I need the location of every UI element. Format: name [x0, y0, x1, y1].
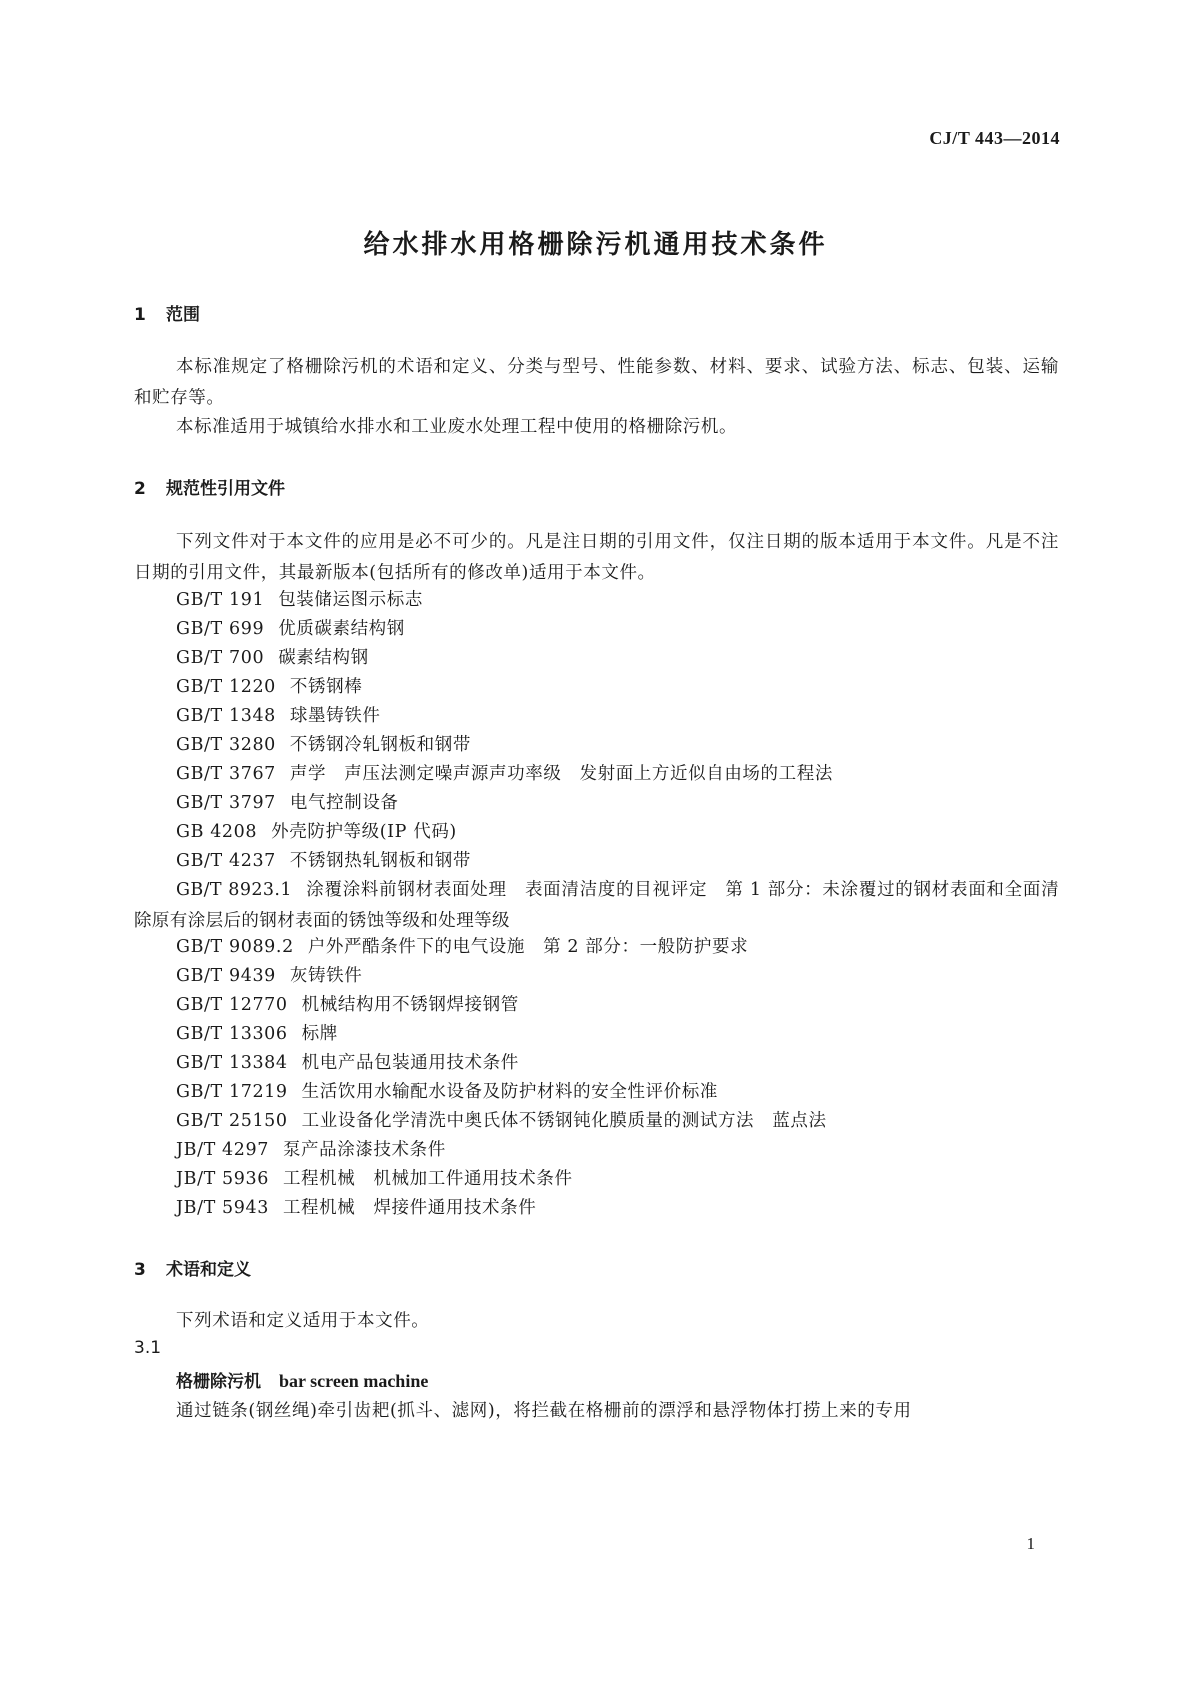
section-number: 3	[134, 1260, 146, 1280]
section-number: 1	[134, 305, 146, 325]
term-definition: 通过链条(钢丝绳)牵引齿耙(抓斗、滤网)，将拦截在格栅前的漂浮和悬浮物体打捞上来的专用	[176, 1401, 912, 1421]
reference-title: 不锈钢棒	[289, 677, 363, 697]
reference-item	[176, 672, 1059, 703]
reference-title: 外壳防护等级(IP 代码)	[271, 822, 457, 842]
reference-code: GB/T 3797	[176, 793, 276, 813]
reference-item	[176, 1193, 1059, 1224]
reference-code: GB/T 13384	[176, 1053, 288, 1073]
section-2-heading	[134, 474, 285, 499]
terms-intro: 下列术语和定义适用于本文件。	[176, 1311, 430, 1331]
section-title: 范围	[166, 305, 200, 325]
reference-item	[176, 817, 1059, 848]
reference-item	[176, 990, 1059, 1021]
reference-title: 优质碳素结构钢	[278, 619, 405, 639]
reference-title: 涂覆涂料前钢材表面处理 表面清洁度的目视评定 第 1 部分：未涂覆过的钢材表面和全面清除原有涂层后的钢材表面的锈蚀等级和处理等级	[134, 880, 1059, 931]
reference-item	[176, 1048, 1059, 1079]
reference-title: 泵产品涂漆技术条件	[282, 1140, 446, 1160]
reference-item	[176, 1019, 1059, 1050]
clause-number: 3.1	[134, 1338, 162, 1358]
reference-title: 灰铸铁件	[289, 966, 363, 986]
term-chinese: 格栅除污机	[176, 1372, 261, 1392]
reference-item	[176, 643, 1059, 674]
reference-code: GB/T 191	[176, 590, 265, 610]
reference-item	[176, 788, 1059, 819]
section-number: 2	[134, 479, 146, 499]
reference-title: 声学 声压法测定噪声源声功率级 发射面上方近似自由场的工程法	[289, 764, 833, 784]
reference-code: GB/T 3767	[176, 764, 276, 784]
reference-code: GB/T 1220	[176, 677, 276, 697]
reference-code: GB/T 699	[176, 619, 265, 639]
reference-title: 标牌	[301, 1024, 338, 1044]
reference-title: 包装储运图示标志	[278, 590, 423, 610]
reference-code: GB/T 17219	[176, 1082, 288, 1102]
standard-code: CJ/T 443—2014	[929, 128, 1060, 148]
reference-title: 生活饮用水输配水设备及防护材料的安全性评价标准	[301, 1082, 718, 1102]
reference-code: GB/T 9089.2	[176, 937, 294, 957]
reference-item	[176, 759, 1059, 790]
section-1-heading	[134, 300, 200, 325]
reference-code: GB/T 12770	[176, 995, 288, 1015]
term-english: bar screen machine	[279, 1371, 429, 1391]
section-title: 规范性引用文件	[166, 479, 285, 499]
reference-code: GB/T 9439	[176, 966, 276, 986]
reference-item	[176, 585, 1059, 616]
reference-item	[176, 1106, 1059, 1137]
reference-item	[176, 961, 1059, 992]
reference-title: 不锈钢热轧钢板和钢带	[289, 851, 471, 871]
reference-code: GB/T 13306	[176, 1024, 288, 1044]
document-title: 给水排水用格栅除污机通用技术条件	[363, 230, 828, 260]
section-title: 术语和定义	[166, 1260, 251, 1280]
reference-code: GB/T 4237	[176, 851, 276, 871]
reference-code: GB/T 3280	[176, 735, 276, 755]
reference-item	[176, 846, 1059, 877]
reference-item	[176, 701, 1059, 732]
reference-code: JB/T 5936	[176, 1169, 269, 1189]
reference-code: GB/T 1348	[176, 706, 276, 726]
reference-code: GB/T 25150	[176, 1111, 288, 1131]
reference-item	[176, 932, 1059, 963]
reference-code: GB/T 8923.1	[176, 880, 292, 900]
reference-title: 球墨铸铁件	[289, 706, 381, 726]
reference-item	[176, 1077, 1059, 1108]
reference-title: 机电产品包装通用技术条件	[301, 1053, 519, 1073]
reference-code: GB 4208	[176, 822, 258, 842]
section-3-heading	[134, 1255, 251, 1280]
reference-item	[176, 1135, 1059, 1166]
scope-paragraph-1: 本标准规定了格栅除污机的术语和定义、分类与型号、性能参数、材料、要求、试验方法、标志、包装、运输和贮存等。	[134, 357, 1059, 408]
reference-title: 工程机械 焊接件通用技术条件	[282, 1198, 537, 1218]
reference-title: 工业设备化学清洗中奥氏体不锈钢钝化膜质量的测试方法 蓝点法	[301, 1111, 827, 1131]
references-intro: 下列文件对于本文件的应用是必不可少的。凡是注日期的引用文件，仅注日期的版本适用于本文件。凡是不注日期的引用文件，其最新版本(包括所有的修改单)适用于本文件。	[134, 532, 1059, 583]
term-entry	[176, 1367, 428, 1392]
reference-title: 碳素结构钢	[278, 648, 369, 668]
reference-title: 户外严酷条件下的电气设施 第 2 部分：一般防护要求	[307, 937, 749, 957]
page-number: 1	[1026, 1534, 1035, 1553]
reference-item	[176, 730, 1059, 761]
reference-title: 电气控制设备	[289, 793, 399, 813]
reference-item	[134, 875, 1059, 937]
reference-title: 机械结构用不锈钢焊接钢管	[301, 995, 519, 1015]
reference-code: JB/T 5943	[176, 1198, 269, 1218]
reference-title: 不锈钢冷轧钢板和钢带	[289, 735, 471, 755]
scope-paragraph-2: 本标准适用于城镇给水排水和工业废水处理工程中使用的格栅除污机。	[176, 417, 738, 437]
reference-code: JB/T 4297	[176, 1140, 269, 1160]
reference-title: 工程机械 机械加工件通用技术条件	[282, 1169, 573, 1189]
reference-item	[176, 1164, 1059, 1195]
reference-item	[176, 614, 1059, 645]
reference-code: GB/T 700	[176, 648, 265, 668]
